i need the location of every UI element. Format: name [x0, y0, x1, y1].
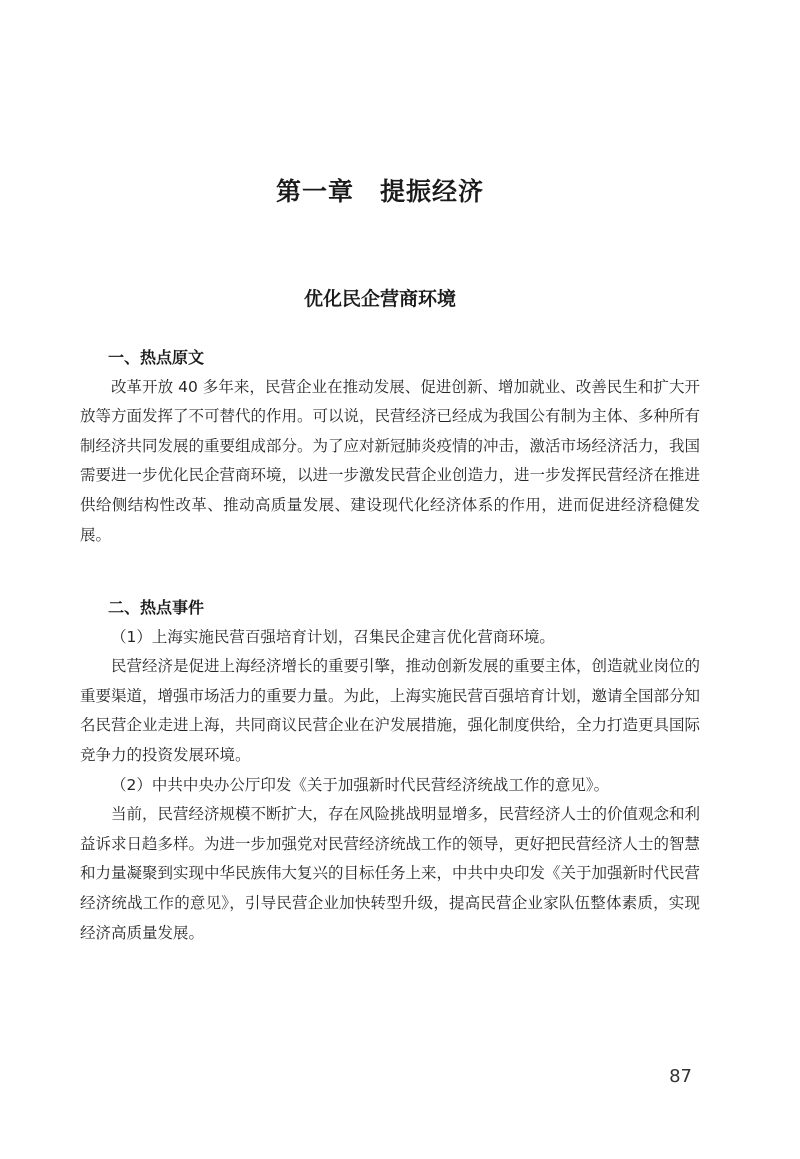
part-2-heading: 二、热点事件 — [108, 598, 205, 617]
part-1-paragraph: 改革开放 40 多年来，民营企业在推动发展、促进创新、增加就业、改善民生和扩大开放等方面发挥了不可替代的作用。可以说，民营经济已经成为我国公有制为主体、多种所有制经济共同发展的重要组成部分。为了应对新冠肺炎疫情的冲击，激活市场经济活力，我国需要进一步优化民企营商环境，以进一步激发民营企业创造力，进一步发挥民营经济在推进供给侧结构性改革、推动高质量发展、建设现代化经济体系的作用，进而促进经济稳健发展。 — [80, 377, 701, 544]
chapter-title — [0, 172, 760, 208]
page-number: 87 — [669, 1066, 692, 1087]
chapter-name: 提振经济 — [380, 177, 485, 206]
section-title: 优化民企营商环境 — [303, 288, 456, 310]
event-2-body: 当前，民营经济规模不断扩大，存在风险挑战明显增多，民营经济人士的价值观念和利益诉求日趋多样。为进一步加强党对民营经济统战工作的领导，更好把民营经济人士的智慧和力量凝聚到实现中华民族伟大复兴的目标任务上来，中共中央印发《关于加强新时代民营经济统战工作的意见》，引导民营企业加快转型升级，提高民营企业家队伍整体素质，实现经济高质量发展。 — [80, 805, 701, 942]
chapter-label: 第一章 — [275, 177, 354, 206]
event-2-title: （2）中共中央办公厅印发《关于加强新时代民营经济统战工作的意见》。 — [111, 775, 610, 794]
event-1-title: （1）上海实施民营百强培育计划，召集民企建言优化营商环境。 — [111, 627, 555, 646]
event-1-body: 民营经济是促进上海经济增长的重要引擎，推动创新发展的重要主体，创造就业岗位的重要渠道，增强市场活力的重要力量。为此，上海实施民营百强培育计划，邀请全国部分知名民营企业走进上海，共同商议民营企业在沪发展措施，强化制度供给，全力打造更具国际竞争力的投资发展环境。 — [80, 657, 701, 764]
part-2 — [80, 593, 700, 948]
part-1 — [80, 343, 700, 550]
part-1-heading: 一、热点原文 — [108, 348, 205, 367]
